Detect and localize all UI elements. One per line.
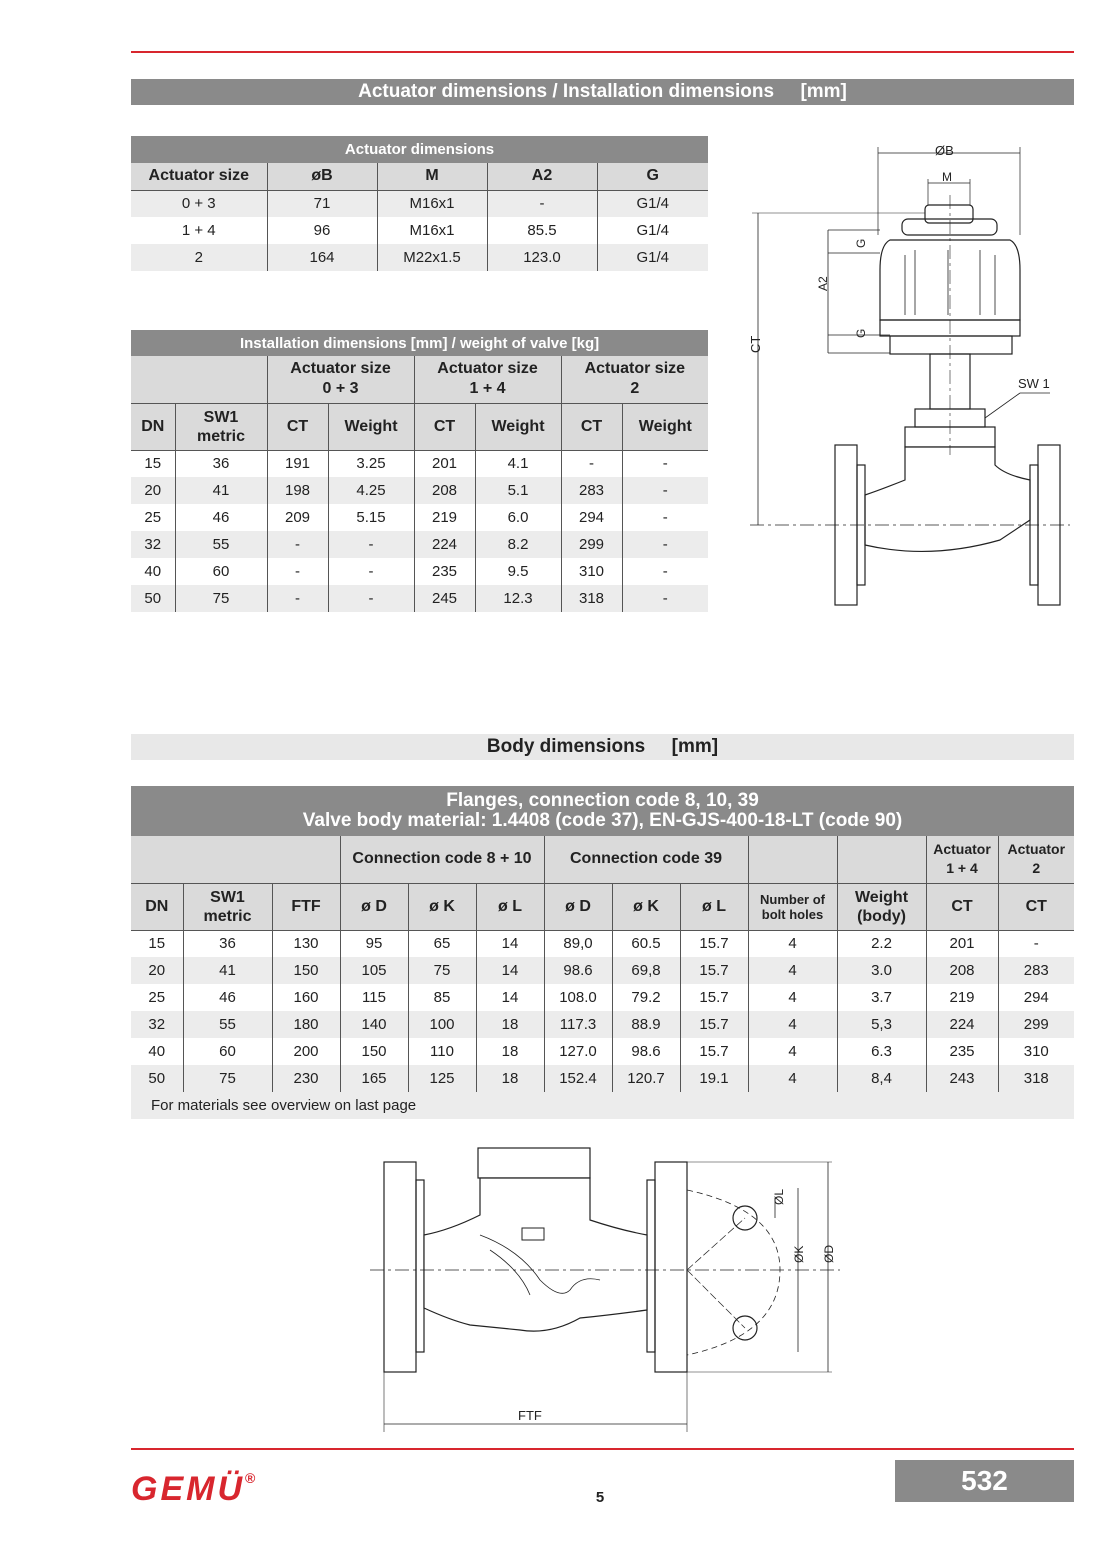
cell: 123.0: [487, 244, 597, 271]
cell: 283: [998, 957, 1074, 984]
table-row: [131, 585, 708, 612]
cell: 235: [926, 1038, 998, 1065]
cell: 130: [272, 930, 340, 957]
cell: 120.7: [612, 1065, 680, 1092]
table-row: [131, 504, 708, 531]
cell: 117.3: [544, 1011, 612, 1038]
cell: 299: [998, 1011, 1074, 1038]
installation-dimensions-table: [131, 330, 708, 612]
dim-label-g-upper: G: [854, 238, 868, 248]
group-header-size-2: Actuator size 2: [561, 356, 708, 403]
cell: 5,3: [837, 1011, 926, 1038]
col-header: ø D: [544, 883, 612, 930]
table-row: [131, 957, 1074, 984]
cell: 75: [408, 957, 476, 984]
cell: -: [622, 558, 708, 585]
dim-label-l: ØL: [772, 1188, 786, 1205]
gemu-logo: [131, 1470, 255, 1509]
dim-label-g-lower: G: [854, 328, 868, 338]
col-header: ø L: [476, 883, 544, 930]
dim-label-b: ØB: [935, 143, 954, 158]
cell: 105: [340, 957, 408, 984]
cell: 5.1: [475, 477, 561, 504]
cell: 5.15: [328, 504, 414, 531]
cell: 4.1: [475, 450, 561, 477]
cell: 0 + 3: [131, 190, 267, 217]
col-header: Weight: [475, 403, 561, 450]
cell: 98.6: [544, 957, 612, 984]
cell: 55: [175, 531, 267, 558]
cell: 60: [183, 1038, 272, 1065]
bottom-rule: [131, 1448, 1074, 1450]
table-row: [131, 984, 1074, 1011]
cell: 140: [340, 1011, 408, 1038]
cell: 8,4: [837, 1065, 926, 1092]
cell: 294: [998, 984, 1074, 1011]
cell: 6.0: [475, 504, 561, 531]
cell: 69,8: [612, 957, 680, 984]
col-header: M: [377, 163, 487, 190]
table-row: [131, 244, 708, 271]
col-header: Weight: [328, 403, 414, 450]
col-header: A2: [487, 163, 597, 190]
cell: 100: [408, 1011, 476, 1038]
cell: -: [622, 477, 708, 504]
section-title: Actuator dimensions / Installation dimensions [mm]: [358, 81, 847, 102]
cell: 85: [408, 984, 476, 1011]
cell: -: [998, 930, 1074, 957]
cell: 108.0: [544, 984, 612, 1011]
install-table-caption: Installation dimensions [mm] / weight of valve [kg]: [131, 330, 708, 356]
dim-label-d: ØD: [822, 1245, 836, 1263]
cell: 40: [144, 563, 162, 580]
cell: 50: [131, 585, 175, 612]
cell: 20: [131, 477, 175, 504]
cell: 18: [476, 1011, 544, 1038]
col-header: ø L: [680, 883, 748, 930]
cell: 55: [183, 1011, 272, 1038]
table-row: [131, 930, 1074, 957]
cell: 96: [267, 217, 377, 244]
group-header-act-2: Actuator 2: [998, 836, 1074, 883]
cell: -: [267, 531, 328, 558]
dim-label-ct: CT: [748, 335, 763, 353]
col-header: DN: [131, 403, 175, 450]
cell: 4: [748, 957, 837, 984]
cell: 32: [131, 1011, 183, 1038]
cell: -: [328, 531, 414, 558]
cell: 208: [926, 957, 998, 984]
cell: 150: [340, 1038, 408, 1065]
cell: 50: [131, 1065, 183, 1092]
empty-header: [131, 356, 267, 403]
dim-label-m: M: [942, 170, 952, 184]
cell: 60: [175, 558, 267, 585]
cell: 8.2: [475, 531, 561, 558]
dim-label-a2: A2: [816, 276, 830, 291]
logo-text: GEMÜ: [131, 1470, 245, 1508]
cell: -: [267, 558, 328, 585]
group-header-size-0-3: Actuator size 0 + 3: [267, 356, 414, 403]
cell: 60.5: [612, 930, 680, 957]
cell: 40: [148, 1043, 166, 1060]
table-row: [131, 558, 708, 585]
table-row: [131, 1011, 1074, 1038]
cell: G1/4: [597, 217, 708, 244]
cell: 9.5: [475, 558, 561, 585]
cell: 283: [561, 477, 622, 504]
page-number: 5: [595, 1489, 605, 1506]
cell: 85.5: [487, 217, 597, 244]
cell: 224: [926, 1011, 998, 1038]
cell: 6.3: [837, 1038, 926, 1065]
dim-label-ftf: FTF: [518, 1408, 542, 1423]
cell: 219: [926, 984, 998, 1011]
cell: -: [622, 504, 708, 531]
cell: 200: [272, 1038, 340, 1065]
cell: 20: [131, 957, 183, 984]
cell: 4: [748, 1038, 837, 1065]
cell: 41: [183, 957, 272, 984]
cell: 15.7: [680, 984, 748, 1011]
cell: 14: [476, 957, 544, 984]
body-table-caption: [131, 786, 1074, 836]
cell: 180: [272, 1011, 340, 1038]
valve-drawing: [730, 135, 1074, 615]
cell: 75: [183, 1065, 272, 1092]
registered-mark: ®: [245, 1470, 256, 1486]
section-header: [131, 79, 1074, 105]
top-rule: [131, 51, 1074, 53]
cell: 125: [408, 1065, 476, 1092]
table-row: [131, 1038, 1074, 1065]
cell: G1/4: [597, 244, 708, 271]
cell: 65: [408, 930, 476, 957]
col-header: SW1 metric: [183, 883, 272, 930]
group-header-conn-8-10: Connection code 8 + 10: [340, 836, 544, 883]
cell: 235: [414, 558, 475, 585]
cell: 46: [175, 504, 267, 531]
cell: 95: [340, 930, 408, 957]
table-footnote: For materials see overview on last page: [131, 1092, 1074, 1119]
cell: 1 + 4: [181, 222, 216, 239]
cell: 310: [561, 558, 622, 585]
cell: 294: [561, 504, 622, 531]
cell: 201: [414, 450, 475, 477]
col-header: CT: [926, 883, 998, 930]
col-header: SW1 metric: [175, 403, 267, 450]
col-header: ø D: [340, 883, 408, 930]
cell: 4: [748, 1065, 837, 1092]
cell: -: [622, 585, 708, 612]
cell: 46: [183, 984, 272, 1011]
empty-header: [837, 836, 926, 883]
empty-header: [748, 836, 837, 883]
cell: 115: [340, 984, 408, 1011]
cell: 14: [476, 984, 544, 1011]
dim-label-sw1: SW 1: [1018, 376, 1050, 391]
cell: 318: [561, 585, 622, 612]
cell: 36: [175, 450, 267, 477]
table-row: [131, 531, 708, 558]
col-header: Weight: [622, 403, 708, 450]
col-header: øB: [267, 163, 377, 190]
cell: 127.0: [544, 1038, 612, 1065]
cell: M22x1.5: [377, 244, 487, 271]
cell: M16x1: [377, 190, 487, 217]
col-header: Weight (body): [837, 883, 926, 930]
col-header: CT: [561, 403, 622, 450]
cell: 318: [998, 1065, 1074, 1092]
cell: -: [622, 450, 708, 477]
table-row: [131, 450, 708, 477]
cell: 150: [272, 957, 340, 984]
cell: 191: [267, 450, 328, 477]
cell: 3.7: [837, 984, 926, 1011]
cell: 219: [414, 504, 475, 531]
col-header: CT: [267, 403, 328, 450]
product-code: 532: [961, 1465, 1008, 1496]
cell: 12.3: [475, 585, 561, 612]
cell: 15: [144, 455, 162, 473]
group-header-act-1-4: Actuator 1 + 4: [926, 836, 998, 883]
caption-line-2: Valve body material: 1.4408 (code 37), EN-GJS-400-18-LT (code 90): [302, 810, 903, 831]
actuator-table-caption: Actuator dimensions: [131, 136, 708, 163]
col-header: ø K: [408, 883, 476, 930]
cell: 15.7: [680, 1038, 748, 1065]
cell: 230: [272, 1065, 340, 1092]
cell: 32: [131, 531, 175, 558]
cell: 36: [183, 930, 272, 957]
col-header: CT: [998, 883, 1074, 930]
cell: 4: [748, 984, 837, 1011]
cell: 25: [144, 509, 162, 526]
cell: 209: [267, 504, 328, 531]
cell: -: [487, 190, 597, 217]
cell: -: [622, 531, 708, 558]
col-header: FTF: [272, 883, 340, 930]
cell: 89,0: [544, 930, 612, 957]
cell: 18: [476, 1065, 544, 1092]
cell: 19.1: [680, 1065, 748, 1092]
cell: 18: [476, 1038, 544, 1065]
empty-header: [131, 836, 340, 883]
cell: -: [267, 585, 328, 612]
group-header-size-1-4: Actuator size 1 + 4: [414, 356, 561, 403]
cell: 152.4: [544, 1065, 612, 1092]
col-header: Number of bolt holes: [748, 883, 837, 930]
cell: 310: [998, 1038, 1074, 1065]
cell: 4: [748, 1011, 837, 1038]
cell: 245: [414, 585, 475, 612]
body-dimensions-header: [131, 734, 1074, 760]
table-row: [131, 477, 708, 504]
cell: 208: [414, 477, 475, 504]
cell: 165: [340, 1065, 408, 1092]
cell: 41: [175, 477, 267, 504]
cell: 79.2: [612, 984, 680, 1011]
product-code-badge: [895, 1460, 1074, 1502]
cell: 75: [175, 585, 267, 612]
cell: 224: [414, 531, 475, 558]
cell: 201: [926, 930, 998, 957]
cell: 4: [748, 930, 837, 957]
cell: 14: [476, 930, 544, 957]
body-section-title: Body dimensions [mm]: [486, 736, 719, 757]
cell: 15.7: [680, 930, 748, 957]
cell: 3.0: [837, 957, 926, 984]
cell: 243: [926, 1065, 998, 1092]
cell: 110: [408, 1038, 476, 1065]
table-row: [131, 217, 708, 244]
cell: 15: [148, 935, 166, 953]
group-header-conn-39: Connection code 39: [544, 836, 748, 883]
body-drawing: [370, 1140, 850, 1440]
cell: 2.2: [837, 930, 926, 957]
cell: -: [561, 450, 622, 477]
body-dimensions-table: [131, 786, 1074, 1119]
cell: 88.9: [612, 1011, 680, 1038]
col-header: CT: [414, 403, 475, 450]
cell: 160: [272, 984, 340, 1011]
cell: G1/4: [597, 190, 708, 217]
cell: 3.25: [328, 450, 414, 477]
col-header: ø K: [612, 883, 680, 930]
cell: 15.7: [680, 957, 748, 984]
cell: 15.7: [680, 1011, 748, 1038]
col-header: Actuator size: [131, 163, 267, 190]
cell: 98.6: [612, 1038, 680, 1065]
table-row: [131, 1065, 1074, 1092]
cell: -: [328, 558, 414, 585]
caption-line-1: Flanges, connection code 8, 10, 39: [446, 790, 759, 811]
col-header: G: [597, 163, 708, 190]
dim-label-k: ØK: [792, 1245, 806, 1263]
cell: 198: [267, 477, 328, 504]
col-header: DN: [131, 883, 183, 930]
actuator-dimensions-table: [131, 136, 708, 271]
cell: 2: [131, 244, 267, 271]
cell: 299: [561, 531, 622, 558]
table-row: [131, 190, 708, 217]
cell: 4.25: [328, 477, 414, 504]
cell: 164: [267, 244, 377, 271]
cell: 25: [148, 989, 166, 1006]
cell: M16x1: [377, 217, 487, 244]
cell: 71: [267, 190, 377, 217]
cell: -: [328, 585, 414, 612]
